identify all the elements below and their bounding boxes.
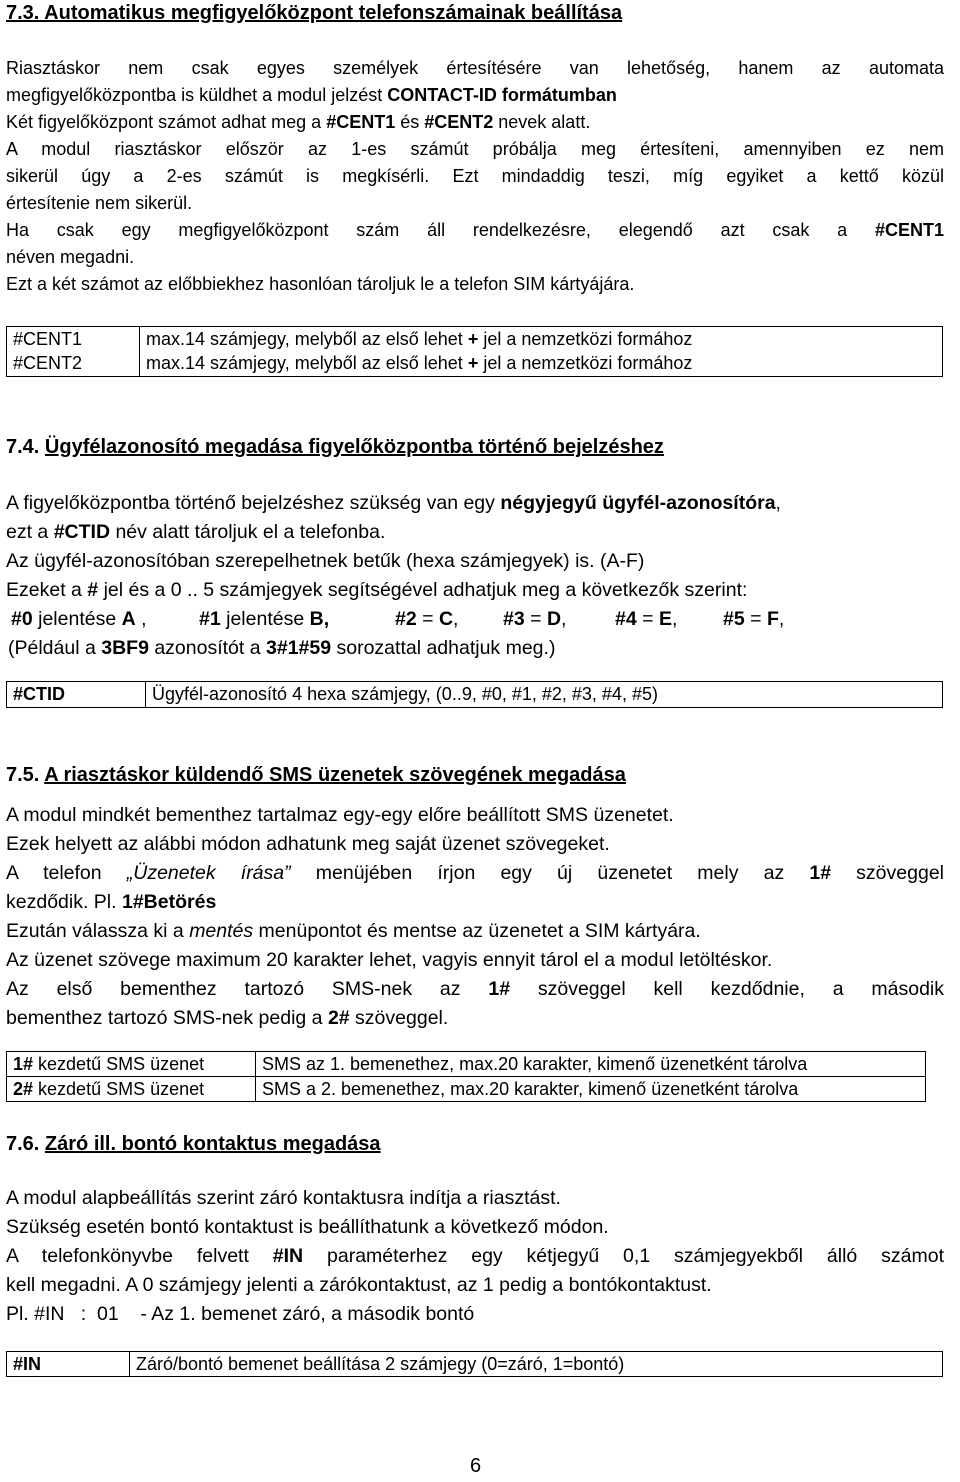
section-7-3-body (6, 55, 944, 298)
example-line: (Például a 3BF9 azonosítót a 3#1#59 sorozattal adhatjuk meg.) (8, 637, 556, 659)
paragraph-line: A modul alapbeállítás szerint záró kontaktusra indítja a riasztást. (6, 1187, 561, 1209)
table-value: SMS az 1. bemenethez, max.20 karakter, kimenő üzenetként tárolva (256, 1052, 926, 1077)
paragraph-line: A modul mindkét bementhez tartalmaz egy-egy előre beállított SMS üzenetet. (6, 804, 674, 826)
section-7-5-title: 7.5. A riasztáskor küldendő SMS üzenetek szövegének megadása (6, 764, 626, 786)
paragraph-line: Az ügyfél-azonosítóban szerepelhetnek betűk (hexa számjegyek) is. (A-F) (6, 550, 645, 572)
section-7-4-body (6, 489, 944, 663)
paragraph-line: néven megadni. (6, 247, 135, 267)
cent-table (6, 326, 943, 377)
hex-code: #2 = C, (395, 608, 459, 630)
in-table (6, 1351, 943, 1377)
table-row (7, 1352, 943, 1377)
section-7-6-body (6, 1184, 944, 1329)
table-key: 2# kezdetű SMS üzenet (7, 1077, 256, 1102)
table-key: 1# kezdetű SMS üzenet (7, 1052, 256, 1077)
hex-code: #4 = E, (615, 608, 678, 630)
section-7-3-title: 7.3. Automatikus megfigyelőközpont telefonszámainak beállítása (6, 2, 623, 24)
table-value: Ügyfél-azonosító 4 hexa számjegy, (0..9, #0, #1, #2, #3, #4, #5) (146, 682, 943, 708)
paragraph-line: Két figyelőközpont számot adhat meg a #CENT1 és #CENT2 nevek alatt. (6, 112, 591, 132)
table-row (7, 352, 943, 377)
paragraph-line: Az üzenet szövege maximum 20 karakter lehet, vagyis ennyit tárol el a modul letöltéskor. (6, 949, 773, 971)
paragraph-line: megfigyelőközpontba is küldhet a modul jelzést CONTACT-ID formátumban (6, 85, 617, 105)
table-value: SMS a 2. bemenethez, max.20 karakter, kimenő üzenetként tárolva (256, 1077, 926, 1102)
hex-code: #0 jelentése A , (11, 608, 147, 630)
paragraph-line: Pl. #IN : 01 - Az 1. bemenet záró, a második bontó (6, 1303, 475, 1325)
paragraph-line: ezt a #CTID név alatt tároljuk el a telefonba. (6, 521, 386, 543)
table-key: #CENT1 (7, 327, 140, 352)
section-7-4-title: 7.4. Ügyfélazonosító megadása figyelőközpontba történő bejelzéshez (6, 436, 664, 458)
table-row (7, 327, 943, 352)
table-row (7, 1077, 926, 1102)
section-7-5-body (6, 801, 944, 1033)
table-value: max.14 számjegy, melyből az első lehet + jel a nemzetközi formához (140, 327, 943, 352)
paragraph-line: Ezt a két számot az előbbiekhez hasonlóan tároljuk le a telefon SIM kártyájára. (6, 274, 635, 294)
section-7-6-title: 7.6. Záró ill. bontó kontaktus megadása (6, 1133, 381, 1155)
hex-code: #3 = D, (503, 608, 567, 630)
paragraph-line: értesítenie nem sikerül. (6, 193, 193, 213)
paragraph-line: Az első bementhez tartozó SMS-nek az 1# szöveggel kell kezdődnie, a második (6, 978, 944, 1000)
table-key: #CENT2 (7, 352, 140, 377)
ctid-table (6, 681, 943, 708)
paragraph-line: kezdődik. Pl. 1#Betörés (6, 891, 217, 913)
paragraph-line: A modul riasztáskor először az 1-es számút próbálja meg értesíteni, amennyiben ez nem (6, 139, 944, 159)
hex-code: #1 jelentése B, (199, 608, 330, 630)
hex-code: #5 = F, (723, 608, 785, 630)
table-value: Záró/bontó bemenet beállítása 2 számjegy (0=záró, 1=bontó) (130, 1352, 943, 1377)
paragraph-line: Szükség esetén bontó kontaktust is beállíthatunk a következő módon. (6, 1216, 609, 1238)
paragraph-line: Riasztáskor nem csak egyes személyek értesítésére van lehetőség, hanem az automata (6, 58, 944, 78)
paragraph-line: Ezeket a # jel és a 0 .. 5 számjegyek segítségével adhatjuk meg a következők szerint: (6, 579, 748, 601)
paragraph-line: Ezek helyett az alábbi módon adhatunk meg saját üzenet szövegeket. (6, 833, 610, 855)
paragraph-line: sikerül úgy a 2-es számút is megkísérli. Ezt mindaddig teszi, míg egyiket a kettő közül (6, 166, 944, 186)
hex-code-list (6, 605, 944, 634)
table-key: #IN (7, 1352, 130, 1377)
paragraph-line: A figyelőközpontba történő bejelzéshez szükség van egy négyjegyű ügyfél-azonosítóra, (6, 492, 781, 514)
paragraph-line: A telefon „Üzenetek írása” menüjében írjon egy új üzenetet mely az 1# szöveggel (6, 862, 944, 884)
page-number: 6 (470, 1455, 482, 1477)
table-row (7, 682, 943, 708)
sms-table (6, 1051, 926, 1102)
paragraph-line: A telefonkönyvbe felvett #IN paraméterhez egy kétjegyű 0,1 számjegyekből álló számot (6, 1245, 944, 1267)
paragraph-line: Ha csak egy megfigyelőközpont szám áll rendelkezésre, elegendő azt csak a #CENT1 (6, 220, 944, 240)
table-value: max.14 számjegy, melyből az első lehet + jel a nemzetközi formához (140, 352, 943, 377)
paragraph-line: kell megadni. A 0 számjegy jelenti a zárókontaktust, az 1 pedig a bontókontaktust. (6, 1274, 712, 1296)
table-row (7, 1052, 926, 1077)
paragraph-line: bementhez tartozó SMS-nek pedig a 2# szöveggel. (6, 1007, 449, 1029)
table-key: #CTID (7, 682, 146, 708)
paragraph-line: Ezután válassza ki a mentés menüpontot és mentse az üzenetet a SIM kártyára. (6, 920, 701, 942)
